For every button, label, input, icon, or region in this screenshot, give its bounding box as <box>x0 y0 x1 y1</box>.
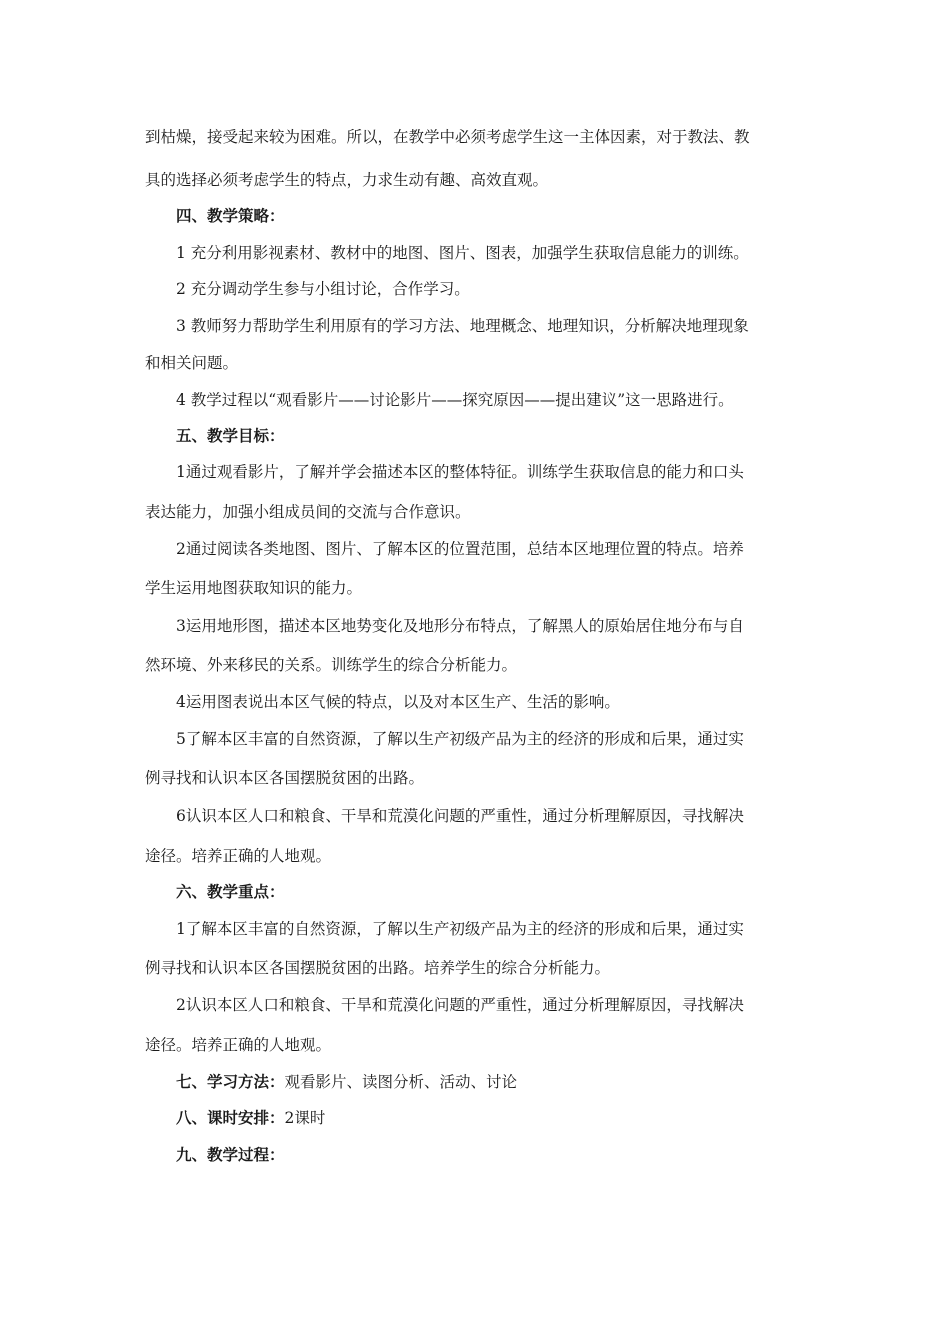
paragraph-line: 表达能力，加强小组成员间的交流与合作意识。 <box>145 503 471 521</box>
section-heading-objectives: 五、教学目标： <box>176 426 285 445</box>
paragraph-line: 然环境、外来移民的关系。训练学生的综合分析能力。 <box>145 656 518 674</box>
paragraph-line: 例寻找和认识本区各国摆脱贫困的出路。培养学生的综合分析能力。 <box>145 959 611 977</box>
hours-value: 2课时 <box>284 1109 326 1127</box>
section-heading-method: 七、学习方法： <box>176 1072 285 1091</box>
section-heading-keypoints: 六、教学重点： <box>176 882 285 901</box>
paragraph-line: 途径。培养正确的人地观。 <box>145 847 332 865</box>
section-heading-hours: 八、课时安排： <box>176 1108 285 1127</box>
paragraph-line: 和相关问题。 <box>145 354 239 372</box>
strategy-item-4: 4 教学过程以“观看影片——讨论影片——探究原因——提出建议”这一思路进行。 <box>176 391 734 409</box>
section-heading-process: 九、教学过程： <box>176 1145 285 1164</box>
strategy-item-1: 1 充分利用影视素材、教材中的地图、图片、图表，加强学生获取信息能力的训练。 <box>176 244 749 262</box>
objective-item-3: 3运用地形图，描述本区地势变化及地形分布特点，了解黑人的原始居住地分布与自 <box>176 617 744 635</box>
strategy-item-3: 3 教师努力帮助学生利用原有的学习方法、地理概念、地理知识，分析解决地理现象 <box>176 317 749 335</box>
paragraph-line: 途径。培养正确的人地观。 <box>145 1036 332 1054</box>
section-class-hours <box>176 1108 836 1128</box>
keypoint-item-1: 1了解本区丰富的自然资源，了解以生产初级产品为主的经济的形成和后果，通过实 <box>176 920 744 938</box>
paragraph-line: 具的选择必须考虑学生的特点，力求生动有趣、高效直观。 <box>145 171 549 189</box>
section-heading-strategy: 四、教学策略： <box>176 206 285 225</box>
objective-item-6: 6认识本区人口和粮食、干旱和荒漠化问题的严重性，通过分析理解原因，寻找解决 <box>176 807 744 825</box>
method-value: 观看影片、读图分析、活动、讨论 <box>284 1073 518 1091</box>
objective-item-5: 5了解本区丰富的自然资源，了解以生产初级产品为主的经济的形成和后果，通过实 <box>176 730 744 748</box>
strategy-item-2: 2 充分调动学生参与小组讨论，合作学习。 <box>176 280 470 298</box>
paragraph-line: 到枯燥，接受起来较为困难。所以，在教学中必须考虑学生这一主体因素，对于教法、教 <box>145 128 750 146</box>
objective-item-4: 4运用图表说出本区气候的特点，以及对本区生产、生活的影响。 <box>176 693 620 711</box>
paragraph-line: 例寻找和认识本区各国摆脱贫困的出路。 <box>145 769 425 787</box>
objective-item-1: 1通过观看影片，了解并学会描述本区的整体特征。训练学生获取信息的能力和口头 <box>176 463 744 481</box>
section-learning-method <box>176 1072 836 1092</box>
keypoint-item-2: 2认识本区人口和粮食、干旱和荒漠化问题的严重性，通过分析理解原因，寻找解决 <box>176 996 744 1014</box>
paragraph-line: 学生运用地图获取知识的能力。 <box>145 579 363 597</box>
objective-item-2: 2通过阅读各类地图、图片、了解本区的位置范围，总结本区地理位置的特点。培养 <box>176 540 744 558</box>
